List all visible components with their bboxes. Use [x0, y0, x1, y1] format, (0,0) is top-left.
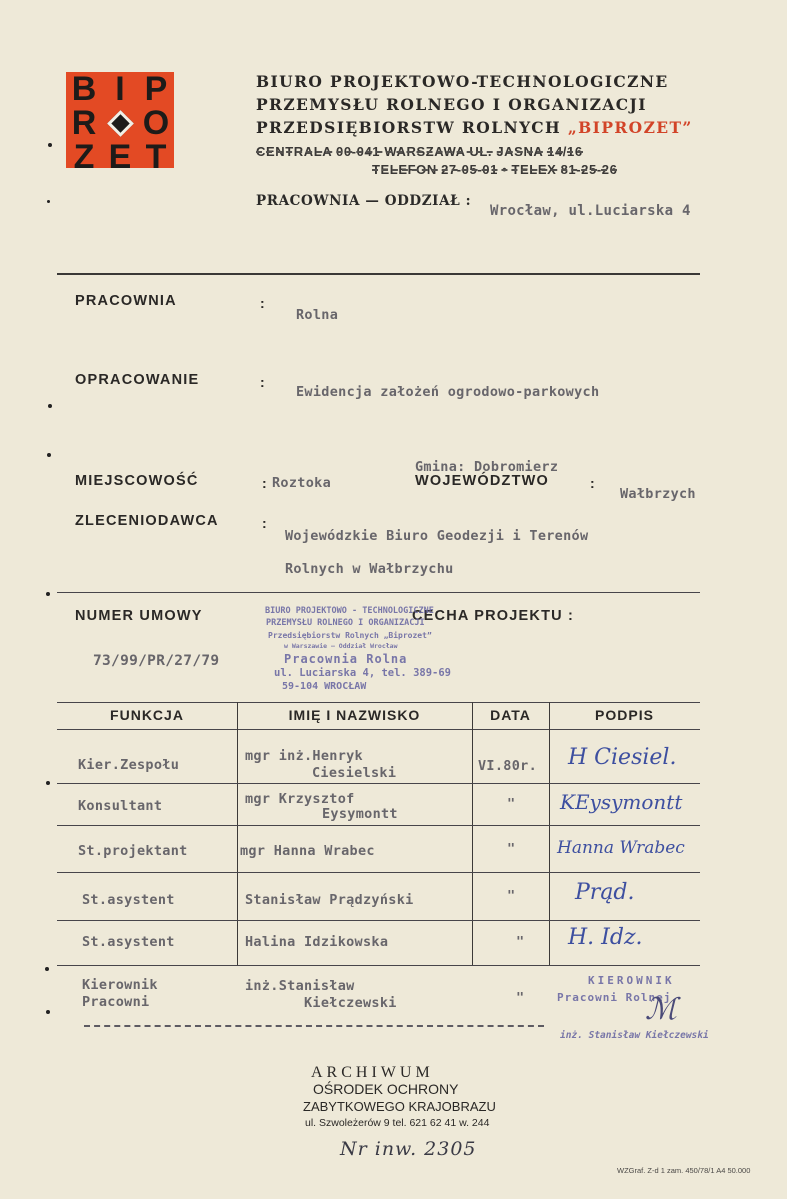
typed-dashed-line — [84, 1025, 544, 1027]
letterhead-line-1: BIURO PROJEKTOWO-TECHNOLOGICZNE — [256, 72, 669, 91]
row-funkcja: St.asystent — [82, 934, 175, 950]
wojewodztwo-value: Wałbrzych — [620, 486, 696, 502]
archiwum-address: ul. Szwoleżerów 9 tel. 621 62 41 w. 244 — [305, 1117, 490, 1129]
table-row-border — [57, 965, 700, 966]
kierownik-stamp-name: inż. Stanisław Kiełczewski — [560, 1030, 709, 1041]
row-name-line-1: mgr inż.Henryk — [245, 748, 363, 764]
letterhead-line-2: PRZEMYSŁU ROLNEGO I ORGANIZACJI — [256, 95, 647, 114]
wojewodztwo-label: WOJEWÓDZTWO — [415, 473, 550, 489]
row-data: " — [507, 888, 516, 904]
pracownia-value: Rolna — [296, 307, 339, 323]
row-funkcja: Kier.Zespołu — [78, 757, 180, 773]
logo-letter: T — [145, 138, 167, 176]
row-signature: H. Idz. — [568, 925, 643, 950]
logo-letter: R — [71, 104, 97, 142]
table-row-border — [57, 825, 700, 826]
table-column-divider — [549, 702, 550, 966]
row-name-line-2: Ciesielski — [312, 765, 397, 781]
row-data: " — [516, 934, 525, 950]
colon: : — [262, 475, 267, 491]
header-imie-nazwisko: IMIĘ I NAZWISKO — [288, 707, 421, 723]
row-signature: Prąd. — [575, 880, 635, 905]
office-stamp — [262, 606, 482, 702]
letterhead-line-3-prefix: PRZEDSIĘBIORSTW ROLNYCH — [256, 118, 568, 137]
colon: : — [590, 475, 595, 491]
archiwum-line-2: ZABYTKOWEGO KRAJOBRAZU — [303, 1099, 496, 1114]
row-data: " — [507, 841, 516, 857]
numer-umowy-value: 73/99/PR/27/79 — [93, 653, 220, 669]
biprozet-logo — [66, 70, 174, 176]
punch-mark — [48, 404, 52, 408]
centrala-address: CENTRALA 00-041 WARSZAWA UL. JASNA 14/16 — [256, 144, 583, 159]
stamp-line: Pracownia Rolna — [284, 652, 408, 666]
stamp-line: 59-104 WROCŁAW — [282, 681, 367, 692]
row-funkcja: St.asystent — [82, 892, 175, 908]
letterhead-line-3 — [256, 118, 693, 137]
archiwum-line-1: OŚRODEK OCHRONY — [313, 1081, 459, 1097]
zleceniodawca-line-1: Wojewódzkie Biuro Geodezji i Terenów — [285, 528, 589, 544]
colon: : — [260, 295, 265, 311]
kierownik-stamp-unit: Pracowni Rolnej — [557, 991, 672, 1004]
miejscowosc-value: Roztoka — [272, 475, 331, 491]
row-name-line-1: mgr Krzysztof — [245, 791, 355, 807]
stamp-line: w Warszawie — Oddział Wrocław — [284, 642, 398, 650]
punch-mark — [47, 200, 50, 203]
stamp-line: ul. Luciarska 4, tel. 389-69 — [274, 667, 452, 679]
punch-mark — [46, 781, 50, 785]
kierownik-signature: ℳ — [645, 992, 678, 1027]
kierownik-funkcja-line-2: Pracowni — [82, 994, 150, 1010]
logo-letter: I — [115, 70, 125, 108]
row-data: " — [507, 796, 516, 812]
pracownia-oddzial-label: PRACOWNIA — ODDZIAŁ : — [256, 193, 472, 209]
kierownik-name-line-1: inż.Stanisław — [245, 978, 355, 994]
archiwum-title: ARCHIWUM — [311, 1064, 434, 1081]
colon: : — [262, 515, 267, 531]
table-row-border — [57, 783, 700, 784]
row-data: VI.80r. — [478, 758, 537, 774]
header-podpis: PODPIS — [595, 707, 654, 723]
table-column-divider — [472, 702, 473, 966]
logo-letter: E — [108, 138, 132, 176]
kierownik-name-line-2: Kiełczewski — [304, 995, 397, 1011]
table-column-divider — [237, 702, 238, 966]
kierownik-stamp-title: KIEROWNIK — [588, 974, 675, 987]
logo-letter: B — [71, 70, 97, 108]
logo-letter: P — [144, 70, 168, 108]
cecha-projektu-label: CECHA PROJEKTU : — [412, 608, 575, 624]
kierownik-data: " — [516, 990, 525, 1006]
print-footnote: WZGraf. Z-d 1 zam. 450/78/1 A4 50.000 — [617, 1166, 751, 1175]
stamp-line: BIURO PROJEKTOWO - TECHNOLOGICZNE — [265, 606, 434, 616]
punch-mark — [46, 1010, 50, 1014]
row-signature: Hanna Wrabec — [557, 838, 685, 858]
colon: : — [260, 374, 265, 390]
row-name-line-2: Eysymontt — [322, 806, 398, 822]
stamp-line: PRZEMYSŁU ROLNEGO I ORGANIZACJI — [266, 618, 425, 628]
logo-letter: Z — [73, 138, 95, 176]
punch-mark — [48, 143, 52, 147]
divider — [57, 273, 700, 275]
kierownik-funkcja-line-1: Kierownik — [82, 977, 158, 993]
logo-letter: O — [142, 104, 170, 142]
header-funkcja: FUNKCJA — [110, 707, 184, 723]
numer-umowy-label: NUMER UMOWY — [75, 608, 203, 624]
punch-mark — [45, 967, 49, 971]
logo-diamond-icon — [102, 106, 138, 140]
row-name-line-1: mgr Hanna Wrabec — [240, 843, 375, 859]
miejscowosc-label: MIEJSCOWOŚĆ — [75, 473, 199, 489]
header-data: DATA — [490, 707, 531, 723]
divider — [57, 592, 700, 593]
opracowanie-label: OPRACOWANIE — [75, 372, 200, 388]
punch-mark — [46, 592, 50, 596]
telefon-telex: TELEFON 27-05-01 • TELEX 81-25-26 — [372, 162, 618, 177]
pracownia-label: PRACOWNIA — [75, 293, 177, 309]
punch-mark — [47, 453, 51, 457]
stamp-line: Przedsiębiorstw Rolnych „Biprozet” — [268, 631, 432, 640]
row-funkcja: St.projektant — [78, 843, 188, 859]
cecha-projektu-text: CECHA PROJEKTU — [412, 608, 563, 624]
opracowanie-value: Ewidencja założeń ogrodowo-parkowych — [296, 384, 600, 400]
letterhead-company-name: „BIPROZET” — [567, 118, 693, 137]
table-top-border — [57, 702, 700, 703]
table-header-border — [57, 729, 700, 730]
table-row-border — [57, 872, 700, 873]
zleceniodawca-line-2: Rolnych w Wałbrzychu — [285, 561, 454, 577]
row-signature: KEysymontt — [560, 790, 683, 814]
row-signature: H Ciesiel. — [568, 745, 677, 770]
row-name-line-1: Stanisław Prądzyński — [245, 892, 414, 908]
table-row-border — [57, 920, 700, 921]
row-name-line-1: Halina Idzikowska — [245, 934, 389, 950]
inventory-number: Nr inw. 2305 — [340, 1138, 477, 1160]
zleceniodawca-label: ZLECENIODAWCA — [75, 513, 219, 529]
gmina-value: Gmina: Dobromierz — [415, 459, 559, 475]
row-funkcja: Konsultant — [78, 798, 163, 814]
pracownia-oddzial-value: Wrocław, ul.Luciarska 4 — [490, 203, 691, 219]
